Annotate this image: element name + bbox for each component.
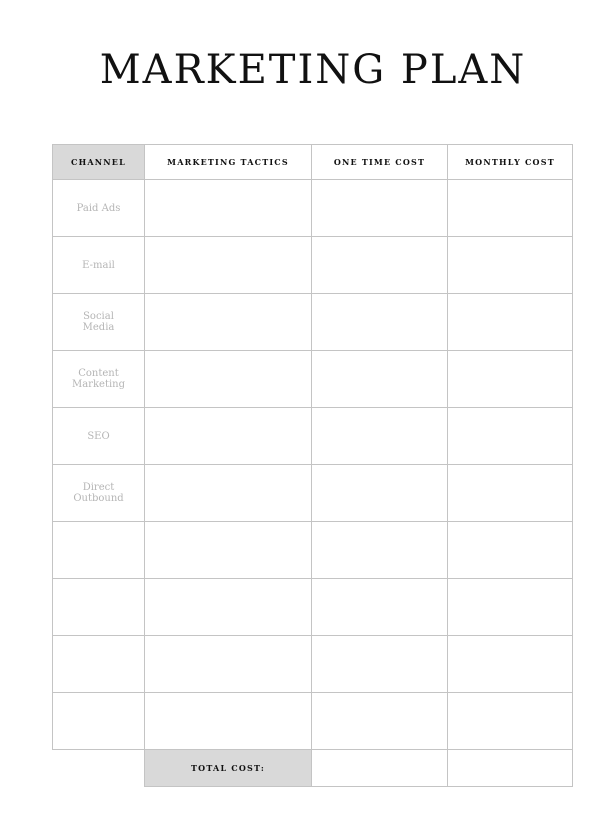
table-row <box>53 579 573 636</box>
table-row <box>53 180 573 237</box>
header-monthly-cost: MONTHLY COST <box>448 145 573 180</box>
marketing-plan-table <box>52 144 573 787</box>
channel-cell[interactable] <box>53 294 145 351</box>
tactics-cell[interactable] <box>145 408 312 465</box>
channel-label: Direct Outbound <box>73 482 124 504</box>
table-row <box>53 408 573 465</box>
monthly-cost-cell[interactable] <box>448 522 573 579</box>
total-cost-label: TOTAL COST: <box>145 750 312 787</box>
one-time-cost-cell[interactable] <box>312 522 448 579</box>
monthly-cost-cell[interactable] <box>448 579 573 636</box>
tactics-cell[interactable] <box>145 465 312 522</box>
one-time-cost-cell[interactable] <box>312 180 448 237</box>
total-one-time-cost-cell[interactable] <box>312 750 448 787</box>
channel-cell[interactable] <box>53 465 145 522</box>
table-row <box>53 294 573 351</box>
header-one-time-cost: ONE TIME COST <box>312 145 448 180</box>
one-time-cost-cell[interactable] <box>312 294 448 351</box>
monthly-cost-cell[interactable] <box>448 693 573 750</box>
channel-cell[interactable] <box>53 579 145 636</box>
channel-label: SEO <box>87 430 110 442</box>
monthly-cost-cell[interactable] <box>448 294 573 351</box>
channel-cell[interactable] <box>53 180 145 237</box>
tactics-cell[interactable] <box>145 294 312 351</box>
table-row <box>53 693 573 750</box>
tactics-cell[interactable] <box>145 636 312 693</box>
channel-cell[interactable] <box>53 237 145 294</box>
header-row <box>53 145 573 180</box>
one-time-cost-cell[interactable] <box>312 579 448 636</box>
monthly-cost-cell[interactable] <box>448 237 573 294</box>
one-time-cost-cell[interactable] <box>312 693 448 750</box>
monthly-cost-cell[interactable] <box>448 465 573 522</box>
total-monthly-cost-cell[interactable] <box>448 750 573 787</box>
one-time-cost-cell[interactable] <box>312 465 448 522</box>
one-time-cost-cell[interactable] <box>312 351 448 408</box>
tactics-cell[interactable] <box>145 522 312 579</box>
monthly-cost-cell[interactable] <box>448 351 573 408</box>
tactics-cell[interactable] <box>145 237 312 294</box>
header-marketing-tactics: MARKETING TACTICS <box>145 145 312 180</box>
table-row <box>53 351 573 408</box>
tactics-cell[interactable] <box>145 351 312 408</box>
channel-cell[interactable] <box>53 636 145 693</box>
tactics-cell[interactable] <box>145 180 312 237</box>
channel-cell[interactable] <box>53 522 145 579</box>
one-time-cost-cell[interactable] <box>312 636 448 693</box>
channel-cell[interactable] <box>53 408 145 465</box>
total-row <box>53 750 573 787</box>
channel-label: E-mail <box>82 259 115 271</box>
page-title: MARKETING PLAN <box>99 47 527 93</box>
monthly-cost-cell[interactable] <box>448 180 573 237</box>
channel-label: Paid Ads <box>76 202 121 214</box>
tactics-cell[interactable] <box>145 579 312 636</box>
table-row <box>53 522 573 579</box>
channel-label: Content Marketing <box>71 368 126 390</box>
monthly-cost-cell[interactable] <box>448 408 573 465</box>
monthly-cost-cell[interactable] <box>448 636 573 693</box>
header-channel: CHANNEL <box>53 145 145 180</box>
channel-label: Social Media <box>82 311 115 333</box>
channel-cell[interactable] <box>53 693 145 750</box>
tactics-cell[interactable] <box>145 693 312 750</box>
table-row <box>53 237 573 294</box>
table-row <box>53 636 573 693</box>
one-time-cost-cell[interactable] <box>312 237 448 294</box>
one-time-cost-cell[interactable] <box>312 408 448 465</box>
blank-corner <box>53 750 145 787</box>
table-row <box>53 465 573 522</box>
channel-cell[interactable] <box>53 351 145 408</box>
